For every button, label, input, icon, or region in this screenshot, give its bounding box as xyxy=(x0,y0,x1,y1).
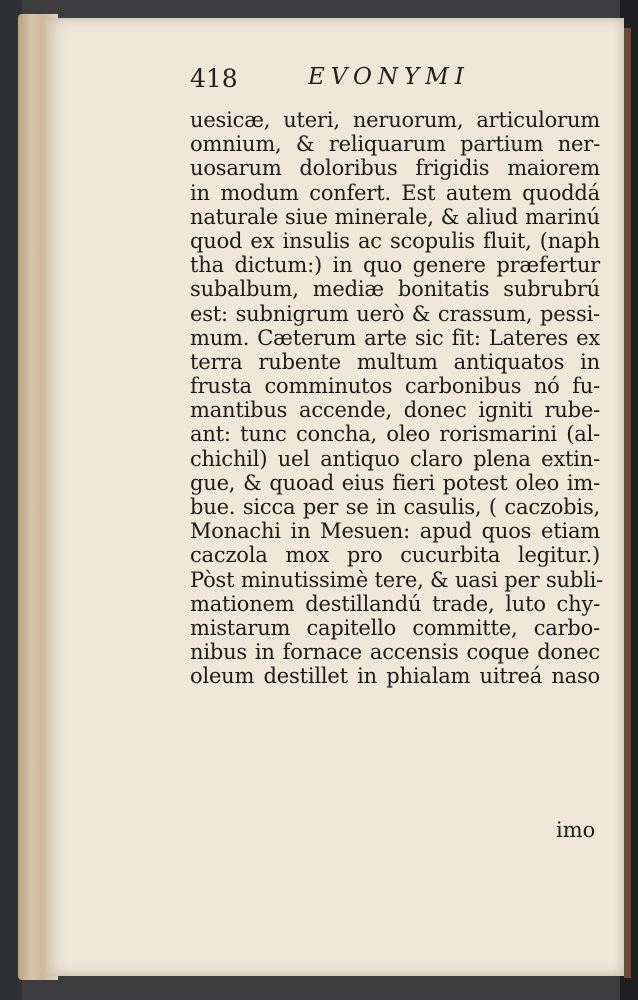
text-line: uesicæ, uteri, neruorum, articulorum xyxy=(190,108,600,132)
page-header xyxy=(190,64,590,98)
text-line: oleum destillet in phialam uitreá naso xyxy=(190,664,600,689)
text-line: Monachi in Mesuen: apud quos etiam xyxy=(190,519,600,544)
text-line: subalbum, mediæ bonitatis subrubrú xyxy=(190,277,600,302)
text-line: mistarum capitello committe, carbo- xyxy=(190,615,600,640)
text-line: in modum confert. Est autem quoddá xyxy=(190,180,600,205)
text-line: frusta comminutos carbonibus nó fu- xyxy=(190,374,600,399)
text-line: terra rubente multum antiquatos in xyxy=(190,349,600,374)
text-line: chichil) uel antiquo claro plena extin- xyxy=(190,446,600,471)
text-line: uosarum doloribus frigidis maiorem xyxy=(190,156,600,181)
catchword: imo xyxy=(556,818,596,842)
text-line: gue, & quoad eius fieri potest oleo im- xyxy=(190,470,600,495)
text-line: mantibus accende, donec igniti rube- xyxy=(190,398,600,423)
text-line: quod ex insulis ac scopulis fluit, (naph xyxy=(190,228,600,253)
text-line: naturale siue minerale, & aliud marinú xyxy=(190,204,600,229)
text-line: est: subnigrum uerò & crassum, pessi- xyxy=(190,301,600,326)
text-line: nibus in fornace accensis coque donec xyxy=(190,640,600,665)
text-line: Pòst minutissimè tere, & uasi per subli- xyxy=(190,567,604,592)
text-line: mationem destillandú trade, luto chy- xyxy=(190,591,600,616)
text-line: omnium, & reliquarum partium ner- xyxy=(190,132,600,157)
text-line: ant: tunc concha, oleo rorismarini (al- xyxy=(190,422,600,447)
binding-strip xyxy=(624,28,631,978)
text-line: caczola mox pro cucurbita legitur.) xyxy=(190,543,600,568)
running-head: EVONYMI xyxy=(308,64,470,90)
page-number: 418 xyxy=(190,64,238,93)
text-line: mum. Cæterum arte sic fit: Lateres ex xyxy=(190,325,600,350)
text-line: bue. sicca per se in casulis, ( caczobis, xyxy=(190,495,600,519)
text-line: tha dictum:) in quo genere præfertur xyxy=(190,253,600,278)
body-text xyxy=(190,108,604,689)
